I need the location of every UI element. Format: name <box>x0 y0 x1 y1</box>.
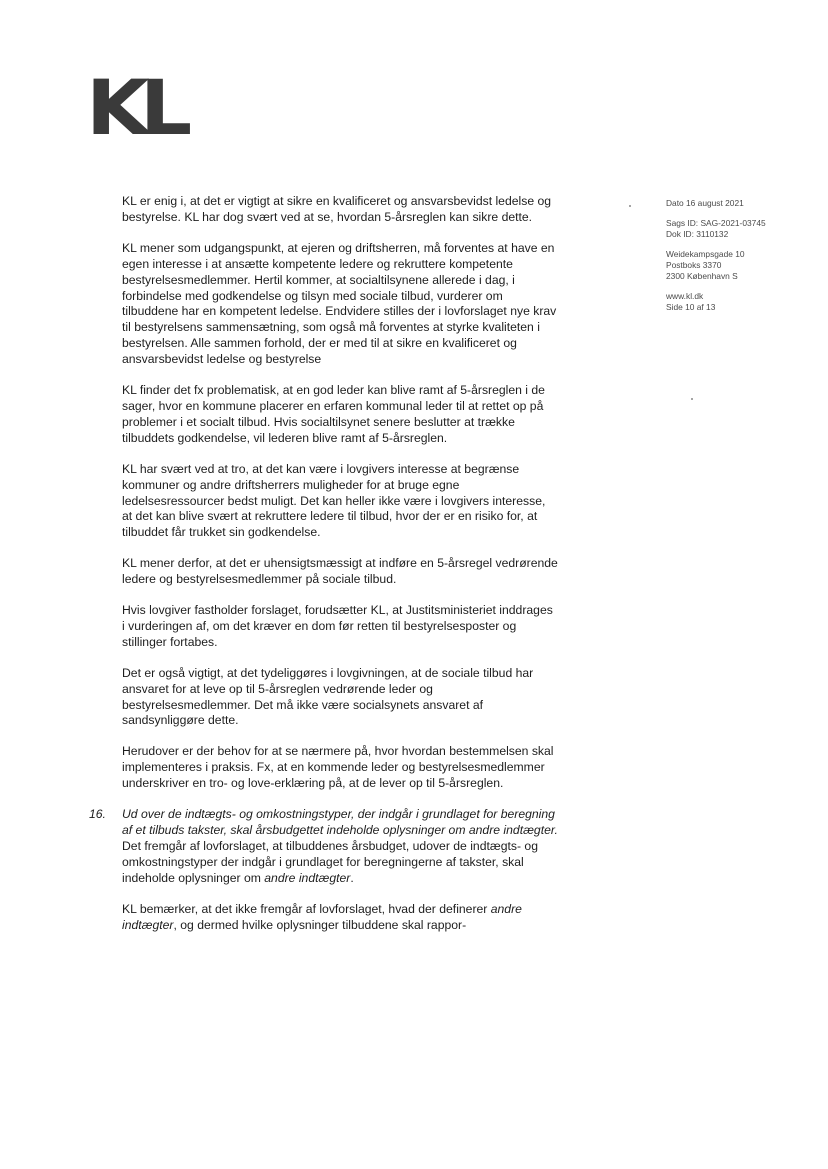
kl-logo: KL <box>86 63 183 152</box>
meta-date-group <box>666 198 816 209</box>
meta-case-id: Sags ID: SAG-2021-03745 <box>666 218 766 228</box>
meta-page-number: Side 10 af 13 <box>666 302 716 312</box>
paragraph: KL mener som udgangspunkt, at ejeren og driftsherren, må forventes at have en egen interesse i at ansætte kompetente ledere og rekruttere kompetente bestyrelsesmedlemmer. Hertil kommer, at socialtilsynene allerede i dag, i forbindelse med godkendelse og tilsyn med sociale tilbud, vurderer om tilbuddene har en kompetent ledelse. Endvidere stilles der i lovforslaget nye krav til bestyrelsens sammensætning, som også må forventes at styrke kvaliteten i bestyrelsen. Alle sammen forhold, der er med til at sikre en kvalificeret og ansvarsbevidst ledelse og bestyrelse <box>122 240 557 367</box>
paragraph-text-end: , og dermed hvilke oplysninger tilbuddene skal rappor- <box>173 917 467 932</box>
paragraph: Herudover er der behov for at se nærmere på, hvor hvordan bestemmelsen skal implementeres i praksis. Fx, at en kommende leder og bestyrelsesmedlemmer underskriver en tro- og love-erklæring på, at de lever op til 5-årsreglen. <box>122 744 554 791</box>
meta-website[interactable]: www.kl.dk <box>666 291 704 301</box>
meta-ids-group <box>666 218 816 240</box>
paragraph: Det er også vigtigt, at det tydeliggøres i lovgivningen, at de sociale tilbud har ansvaret for at leve op til 5-årsreglen vedrørende leder og bestyrelsesmedlemmer. Det må ikke være socialsynets ansvaret af sandsynliggøre dette. <box>122 665 534 728</box>
numbered-item-16 <box>89 807 558 887</box>
paragraph: KL mener derfor, at det er uhensigtsmæssigt at indføre en 5-årsregel vedrørende ledere og bestyrelsesmedlemmer på sociale tilbud. <box>122 556 558 587</box>
item-text-end: . <box>350 870 354 885</box>
meta-address-street: Weidekampsgade 10 <box>666 249 745 259</box>
item-number: 16. <box>89 807 106 822</box>
meta-web-group <box>666 291 816 313</box>
paragraph-text: KL bemærker, at det ikke fremgår af lovforslaget, hvad der definerer <box>122 901 491 916</box>
paragraph: KL finder det fx problematisk, at en god leder kan blive ramt af 5-årsreglen i de sager, hvor en kommune placerer en erfaren kommunal leder til at rettet op på problemer i et socialt tilbud. Hvis socialtilsynet senere beslutter at trække tilbuddets godkendelse, vil lederen blive ramt af 5-årsreglen. <box>122 383 545 445</box>
meta-doc-id: Dok ID: 3110132 <box>666 229 729 239</box>
scan-speck <box>629 205 631 207</box>
item-text-emphasis: andre indtægter <box>264 870 351 885</box>
paragraph: KL er enig i, at det er vigtigt at sikre en kvalificeret og ansvarsbevidst ledelse og bestyrelse. KL har dog svært ved at se, hvordan 5-årsreglen kan sikre dette. <box>122 194 552 224</box>
meta-date: Dato 16 august 2021 <box>666 198 744 208</box>
meta-address-city: 2300 København S <box>666 271 738 281</box>
paragraph: Hvis lovgiver fastholder forslaget, forudsætter KL, at Justitsministeriet inddrages i vurderingen af, om det kræver en dom før retten til bestyrelsesposter og stillinger fortabes. <box>122 603 553 649</box>
item-heading: Ud over de indtægts- og omkostningstyper, der indgår i grundlaget for beregning af et tilbuds takster, skal årsbudgettet indeholde oplysninger om andre indtægter. <box>122 807 558 837</box>
meta-address-group <box>666 249 816 282</box>
document-meta <box>666 198 816 322</box>
item-text: Det fremgår af lovforslaget, at tilbuddenes årsbudget, udover de indtægts- og omkostningstyper der indgår i grundlaget for beregningerne af takster, skal indeholde oplysninger om <box>122 838 538 885</box>
document-body <box>89 194 558 948</box>
paragraph <box>122 902 558 934</box>
scan-speck <box>691 398 693 400</box>
paragraph-emphasis: andre indtægter <box>122 901 522 932</box>
meta-address-box: Postboks 3370 <box>666 260 722 270</box>
paragraph: KL har svært ved at tro, at det kan være i lovgivers interesse at begrænse kommuner og andre driftsherrers muligheder for at bruge egne ledelsesressourcer bedst muligt. Det kan heller ikke være i lovgivers interesse, at det kan blive svært at rekruttere ledere til tilbud, hvor der er en risiko for, at tilbuddet får trukket sin godkendelse. <box>122 461 546 540</box>
